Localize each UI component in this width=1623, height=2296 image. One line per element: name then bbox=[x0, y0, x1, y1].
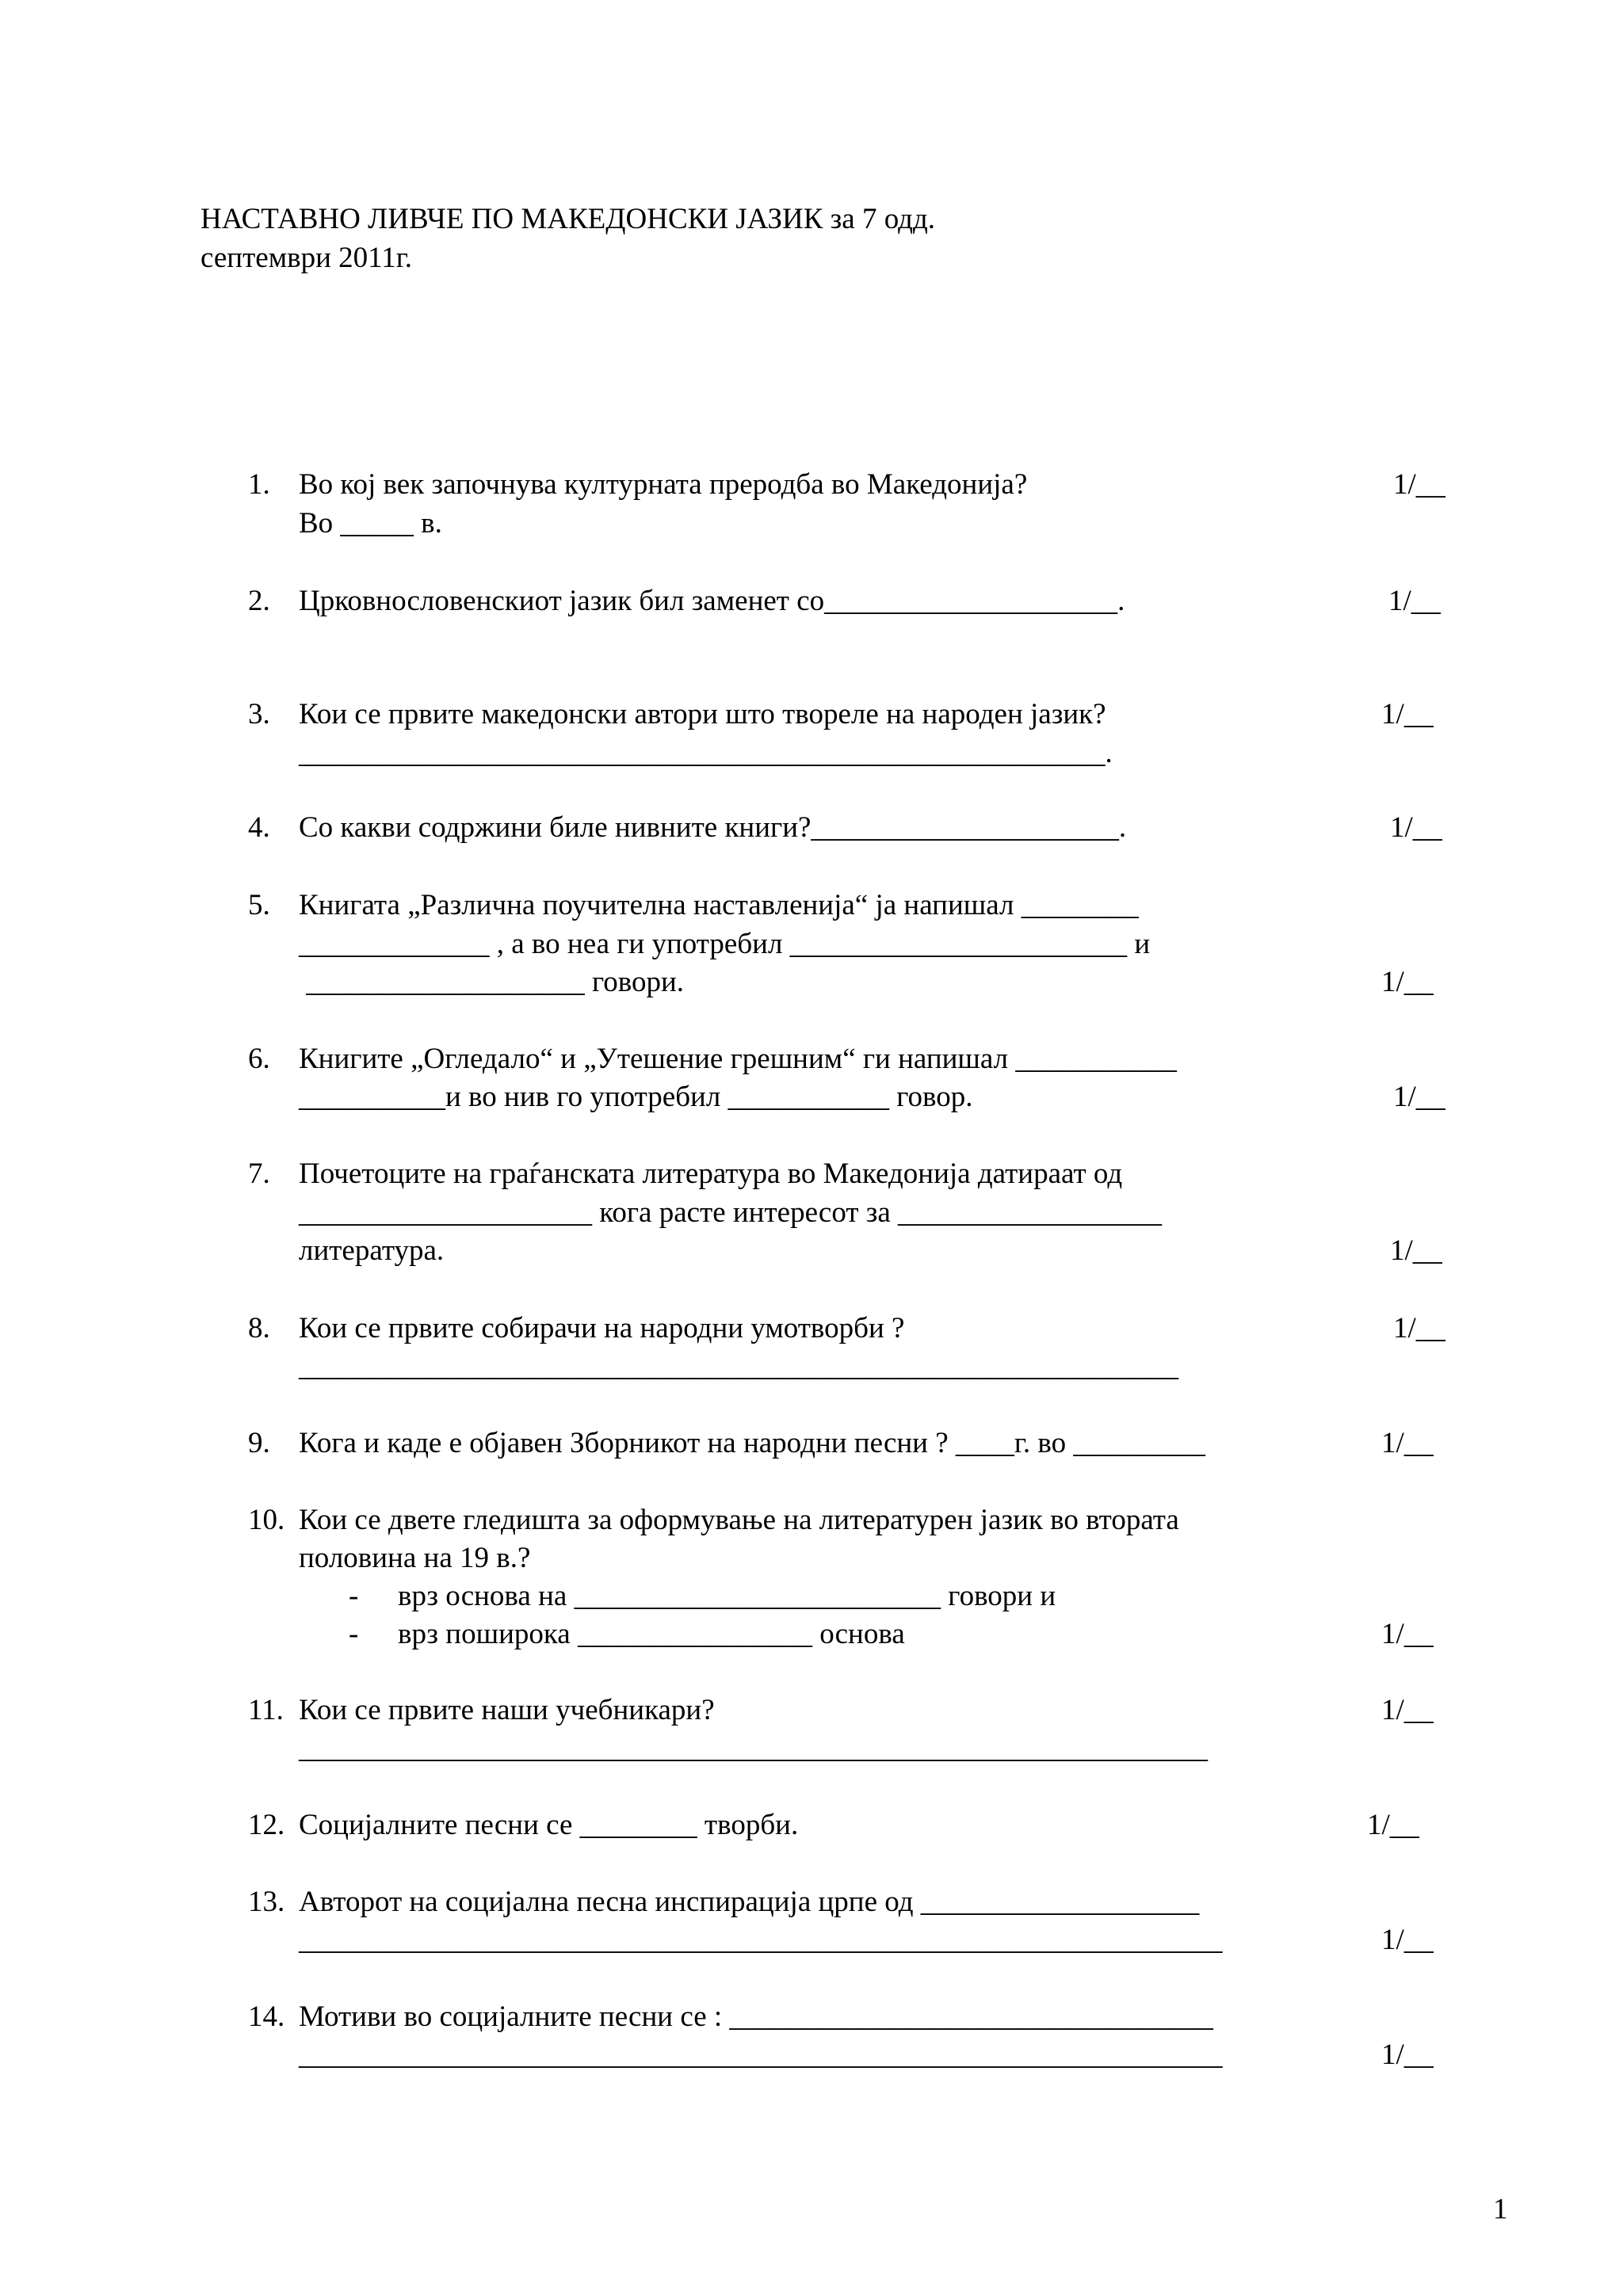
question-text[interactable]: Со какви содржини биле нивните книги?_____________________. bbox=[299, 811, 1127, 844]
score-field[interactable]: 1/__ bbox=[1390, 811, 1442, 844]
answer-line[interactable]: __________и во нив го употребил ___________ говор. bbox=[299, 1081, 973, 1113]
score-field[interactable]: 1/__ bbox=[1388, 585, 1441, 617]
score-field[interactable]: 1/__ bbox=[1381, 698, 1434, 730]
bullet-item[interactable]: врз основа на _________________________ говори и bbox=[398, 1580, 1056, 1612]
question-number: 14. bbox=[248, 2000, 285, 2033]
score-field[interactable]: 1/__ bbox=[1381, 2039, 1434, 2071]
answer-line[interactable]: ______________________________________________________________ bbox=[299, 1732, 1208, 1764]
score-field[interactable]: 1/__ bbox=[1390, 1234, 1442, 1267]
question-text: Кои се првите македонски автори што твореле на народен јазик? bbox=[299, 698, 1106, 730]
question-number: 3. bbox=[248, 698, 270, 730]
score-field[interactable]: 1/__ bbox=[1381, 1618, 1434, 1650]
page-number: 1 bbox=[1493, 2193, 1508, 2225]
question-number: 10. bbox=[248, 1504, 285, 1536]
bullet-item[interactable]: врз поширока ________________ основа bbox=[398, 1618, 905, 1650]
question-number: 12. bbox=[248, 1809, 285, 1841]
question-text: половина на 19 в.? bbox=[299, 1542, 531, 1574]
question-text[interactable]: Црковнословенскиот јазик бил заменет со____________________. bbox=[299, 585, 1125, 617]
score-field[interactable]: 1/__ bbox=[1393, 1081, 1445, 1113]
question-text[interactable]: Авторот на социјална песна инспирација црпе од ___________________ bbox=[299, 1886, 1200, 1918]
question-text: Почетоците на граѓанската литература во Македонија датираат од bbox=[299, 1158, 1123, 1190]
answer-line[interactable]: ____________________ кога расте интересот за __________________ bbox=[299, 1196, 1163, 1229]
question-text[interactable]: Мотиви во социјалните песни се : _________________________________ bbox=[299, 2000, 1213, 2033]
question-number: 1. bbox=[248, 468, 270, 501]
question-number: 6. bbox=[248, 1043, 270, 1075]
answer-line[interactable]: Во _____ в. bbox=[299, 507, 442, 540]
question-number: 9. bbox=[248, 1427, 270, 1459]
bullet-marker: - bbox=[349, 1618, 359, 1650]
question-number: 7. bbox=[248, 1158, 270, 1190]
score-field[interactable]: 1/__ bbox=[1393, 468, 1445, 501]
score-field[interactable]: 1/__ bbox=[1367, 1809, 1419, 1841]
answer-line[interactable]: _______________________________________________________. bbox=[299, 737, 1113, 769]
question-number: 11. bbox=[248, 1694, 284, 1726]
question-number: 8. bbox=[248, 1312, 270, 1344]
question-text: Во кој век започнува културната преродба во Македонија? bbox=[299, 468, 1028, 501]
question-text[interactable]: Кога и каде е објавен Зборникот на народни песни ? ____г. во _________ bbox=[299, 1427, 1205, 1459]
worksheet-date: септември 2011г. bbox=[200, 242, 413, 274]
question-text[interactable]: Книгите „Огледало“ и „Утешение грешним“ ги напишал ___________ bbox=[299, 1043, 1177, 1075]
question-number: 13. bbox=[248, 1886, 285, 1918]
score-field[interactable]: 1/__ bbox=[1381, 966, 1434, 998]
question-text: Кои се првите собирачи на народни умотворби ? bbox=[299, 1312, 905, 1344]
score-field[interactable]: 1/__ bbox=[1381, 1427, 1434, 1459]
question-text[interactable]: Книгата „Различна поучителна наставленија“ ја напишал ________ bbox=[299, 889, 1139, 921]
answer-line[interactable]: ____________________________________________________________ bbox=[299, 1350, 1178, 1383]
question-text: Кои се двете гледишта за оформување на литературен јазик во втората bbox=[299, 1504, 1179, 1536]
question-text: Кои се првите наши учебникари? bbox=[299, 1694, 715, 1726]
bullet-marker: - bbox=[349, 1580, 359, 1612]
answer-line[interactable]: _______________________________________________________________ bbox=[299, 2039, 1223, 2071]
question-number: 4. bbox=[248, 811, 270, 844]
score-field[interactable]: 1/__ bbox=[1381, 1694, 1434, 1726]
question-text: литература. bbox=[299, 1234, 445, 1267]
answer-line[interactable]: ___________________ говори. bbox=[299, 966, 685, 998]
question-text[interactable]: Социјалните песни се ________ творби. bbox=[299, 1809, 799, 1841]
score-field[interactable]: 1/__ bbox=[1393, 1312, 1445, 1344]
answer-line[interactable]: _______________________________________________________________ bbox=[299, 1924, 1223, 1956]
question-number: 2. bbox=[248, 585, 270, 617]
score-field[interactable]: 1/__ bbox=[1381, 1924, 1434, 1956]
answer-line[interactable]: _____________ , а во неа ги употребил _______________________ и bbox=[299, 928, 1151, 960]
question-number: 5. bbox=[248, 889, 270, 921]
worksheet-title: НАСТАВНО ЛИВЧЕ ПО МАКЕДОНСКИ ЈАЗИК за 7 одд. bbox=[200, 203, 936, 235]
